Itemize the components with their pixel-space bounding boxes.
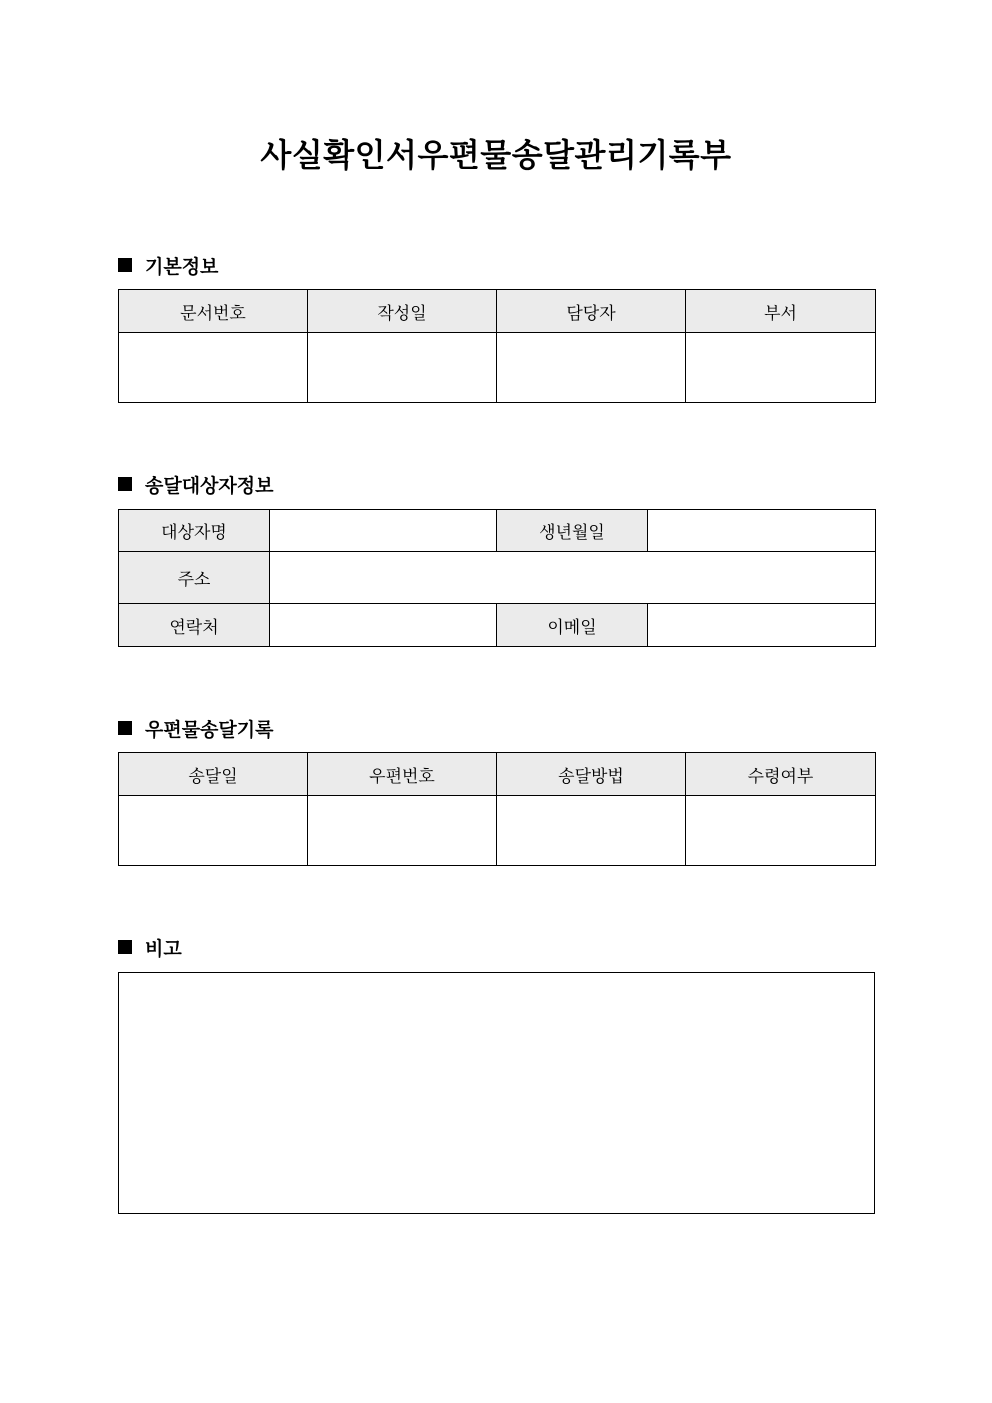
receipt-status-field[interactable] (686, 796, 876, 866)
postal-number-field[interactable] (308, 796, 497, 866)
header-person-in-charge: 담당자 (497, 290, 686, 333)
email-field[interactable] (648, 604, 876, 647)
section-heading-delivery-record (118, 715, 273, 741)
section-heading-label: 기본정보 (145, 255, 219, 278)
email-label: 이메일 (497, 604, 648, 647)
table-row (119, 333, 876, 403)
table-header-row (119, 753, 876, 796)
table-row (119, 552, 876, 604)
section-heading-label: 송달대상자정보 (145, 474, 274, 497)
black-square-icon (118, 940, 132, 954)
document-title: 사실확인서우편물송달관리기록부 (260, 136, 732, 174)
header-department: 부서 (686, 290, 876, 333)
table-row (119, 510, 876, 552)
basic-info-table (118, 289, 876, 403)
section-heading-remarks (118, 934, 182, 960)
black-square-icon (118, 721, 132, 735)
table-row (119, 796, 876, 866)
section-heading-label: 비고 (145, 937, 182, 960)
department-field[interactable] (686, 333, 876, 403)
name-label: 대상자명 (119, 510, 270, 552)
black-square-icon (118, 477, 132, 491)
recipient-info-table (118, 509, 876, 647)
section-heading-basic-info (118, 252, 218, 278)
section-heading-recipient-info (118, 471, 273, 497)
contact-field[interactable] (270, 604, 497, 647)
delivery-date-field[interactable] (119, 796, 308, 866)
delivery-record-table (118, 752, 876, 866)
birth-date-field[interactable] (648, 510, 876, 552)
header-receipt-status: 수령여부 (686, 753, 876, 796)
header-created-date: 작성일 (308, 290, 497, 333)
address-field[interactable] (270, 552, 876, 604)
created-date-field[interactable] (308, 333, 497, 403)
name-field[interactable] (270, 510, 497, 552)
header-document-number: 문서번호 (119, 290, 308, 333)
address-label: 주소 (119, 552, 270, 604)
document-number-field[interactable] (119, 333, 308, 403)
table-header-row (119, 290, 876, 333)
contact-label: 연락처 (119, 604, 270, 647)
header-postal-number: 우편번호 (308, 753, 497, 796)
black-square-icon (118, 258, 132, 272)
person-in-charge-field[interactable] (497, 333, 686, 403)
remarks-field[interactable] (118, 972, 875, 1214)
table-row (119, 604, 876, 647)
delivery-method-field[interactable] (497, 796, 686, 866)
birth-date-label: 생년월일 (497, 510, 648, 552)
header-delivery-date: 송달일 (119, 753, 308, 796)
section-heading-label: 우편물송달기록 (145, 718, 274, 741)
header-delivery-method: 송달방법 (497, 753, 686, 796)
